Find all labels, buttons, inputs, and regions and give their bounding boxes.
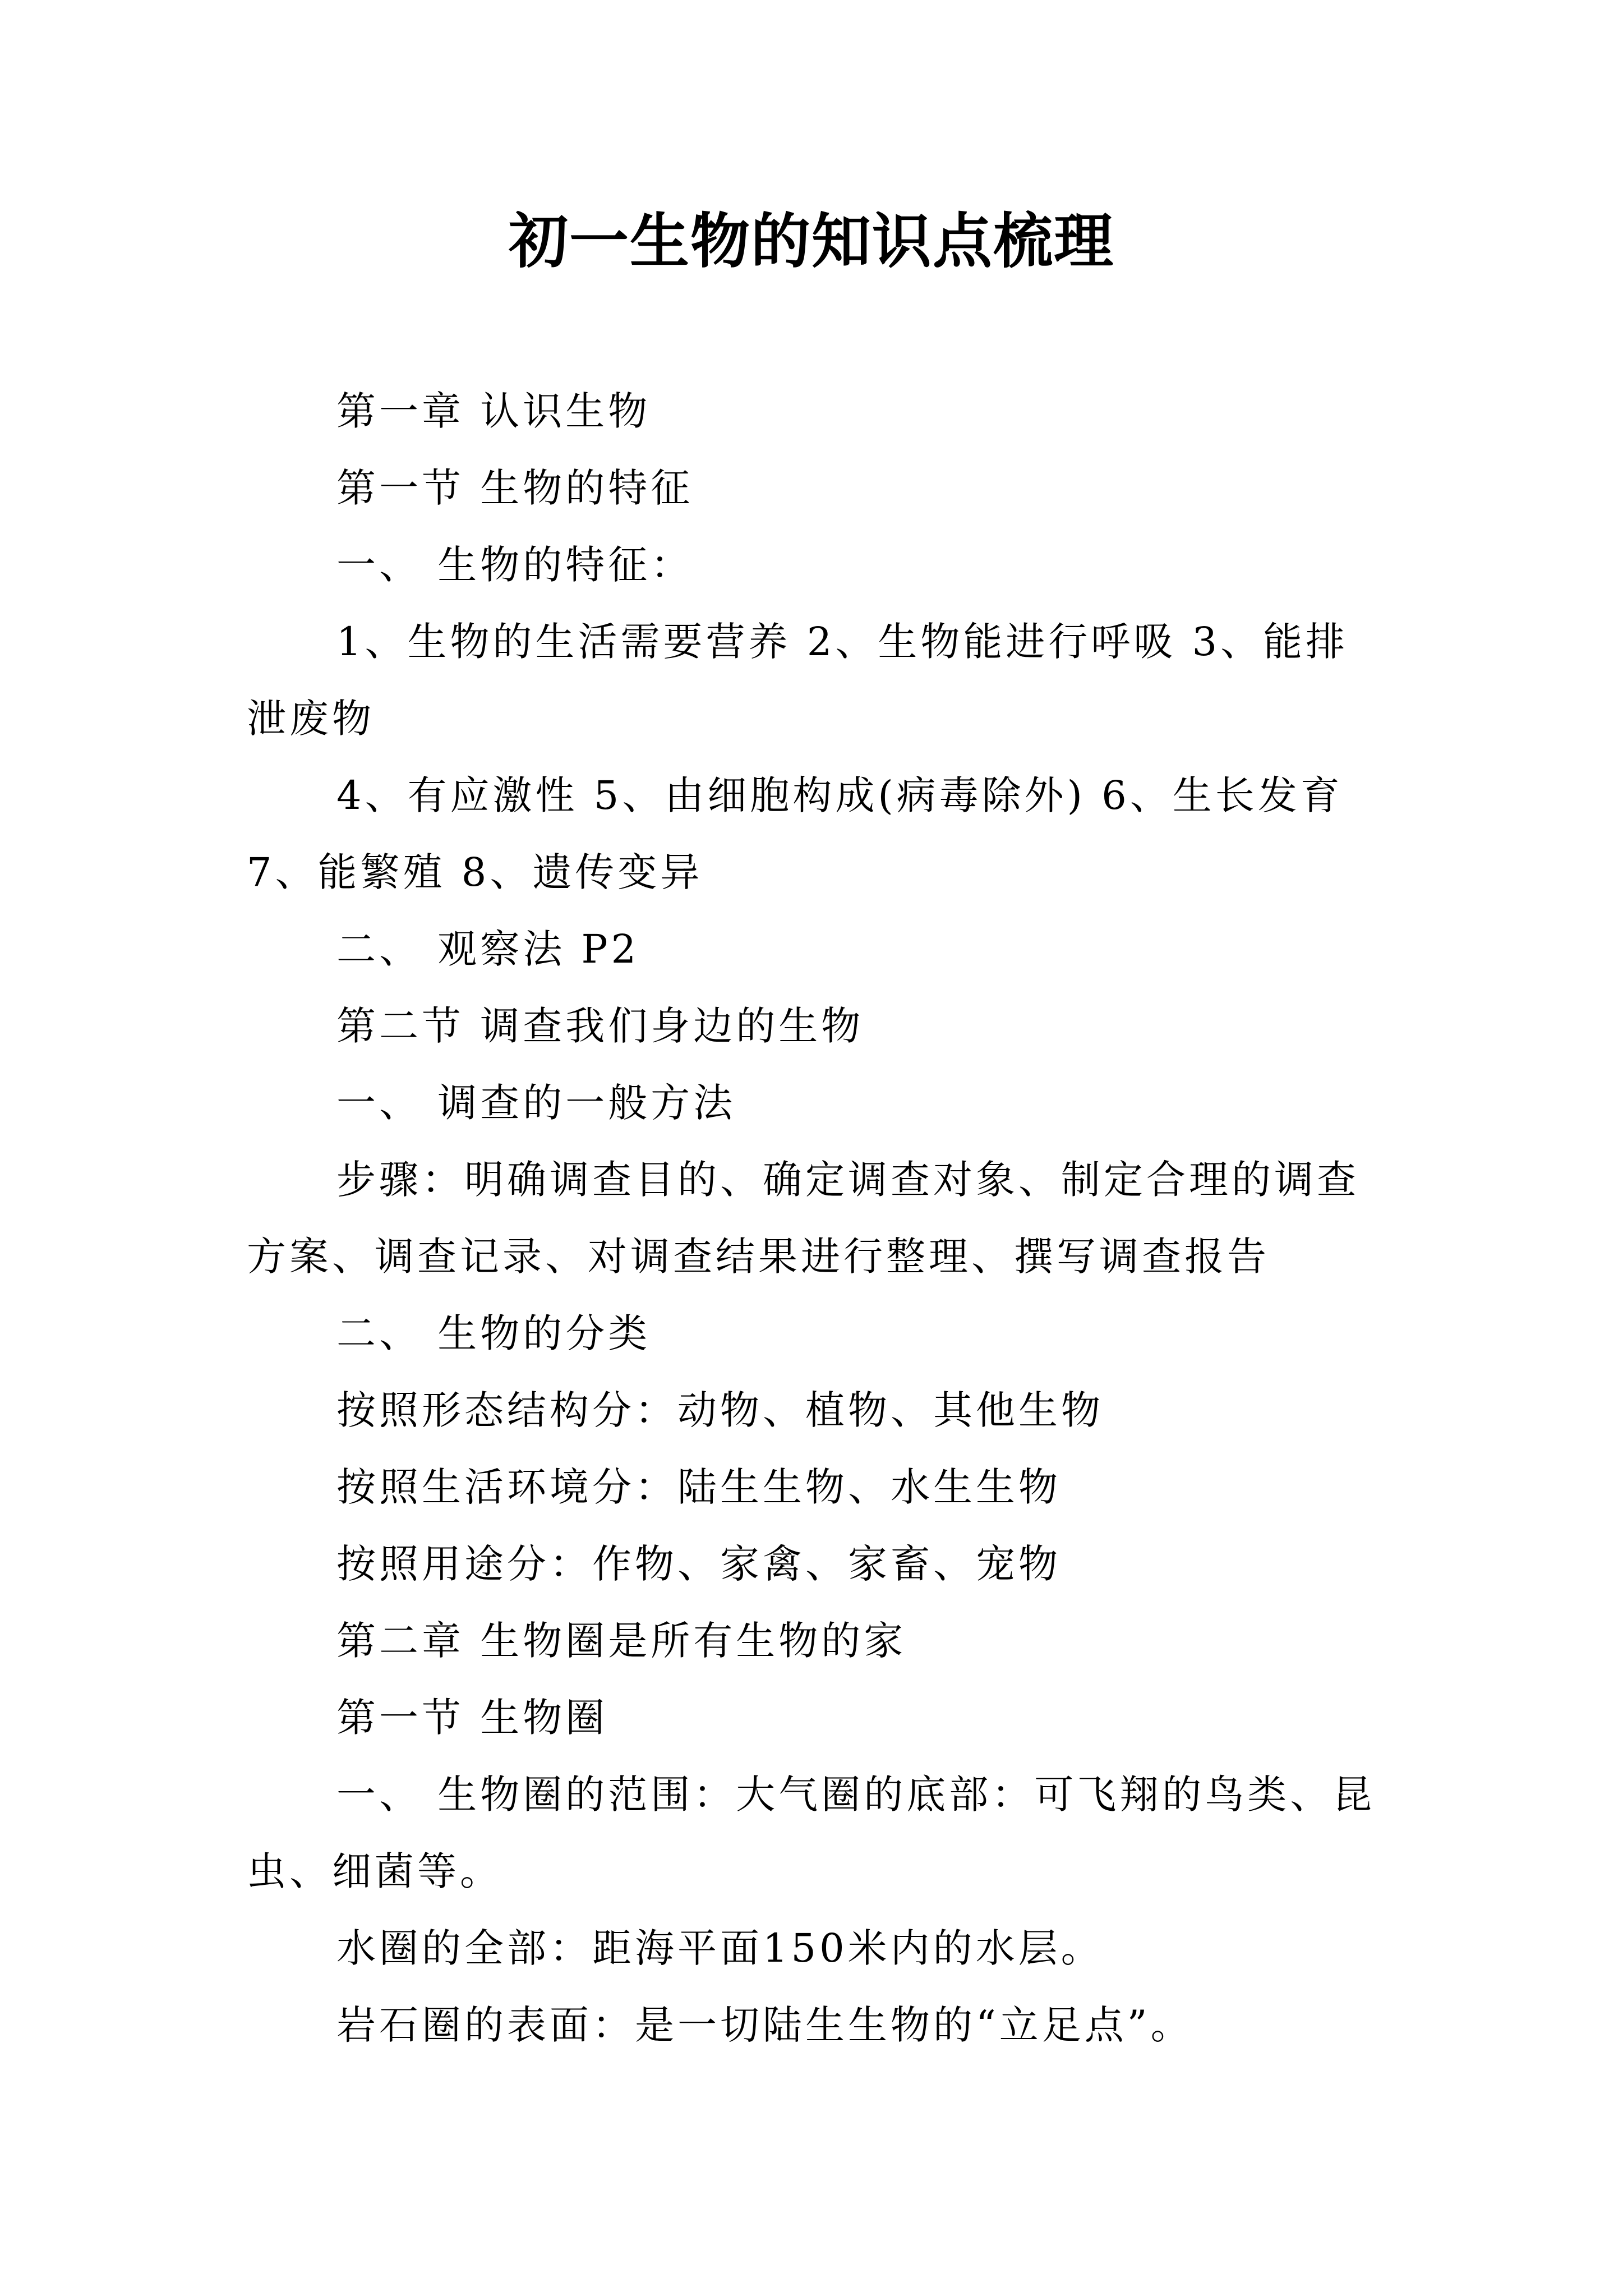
- subheading-characteristics: 一、 生物的特征：: [336, 542, 694, 588]
- subheading-observation: 二、 观察法 P2: [336, 926, 640, 972]
- subheading-survey-method: 一、 调查的一般方法: [336, 1080, 736, 1126]
- subheading-classification: 二、 生物的分类: [336, 1310, 651, 1356]
- chapter-heading-2: 第二章 生物圈是所有生物的家: [336, 1618, 907, 1664]
- paragraph-classification-habitat: 按照生活环境分：陆生生物、水生生物: [336, 1464, 1061, 1510]
- paragraph-classification-use: 按照用途分：作物、家禽、家畜、宠物: [336, 1541, 1061, 1587]
- paragraph-hydrosphere: 水圈的全部：距海平面150米内的水层。: [336, 1925, 1104, 1971]
- section-heading-1-2: 第二节 调查我们身边的生物: [336, 1003, 864, 1049]
- document-body: [247, 373, 1391, 2064]
- paragraph-characteristics-2: 4、有应激性 5、由细胞构成(病毒除外) 6、生长发育 7、能繁殖 8、遗传变异: [247, 772, 1343, 895]
- document-title: 初一生物的知识点梳理: [509, 206, 1114, 276]
- section-heading-1-1: 第一节 生物的特征: [336, 465, 694, 511]
- paragraph-characteristics-1: 1、生物的生活需要营养 2、生物能进行呼吸 3、能排泄废物: [247, 619, 1349, 742]
- chapter-heading-1: 第一章 认识生物: [336, 388, 651, 434]
- paragraph-survey-steps: 步骤：明确调查目的、确定调查对象、制定合理的调查方案、调查记录、对调查结果进行整理、撰写调查报告: [247, 1157, 1359, 1280]
- paragraph-classification-form: 按照形态结构分：动物、植物、其他生物: [336, 1387, 1104, 1433]
- paragraph-lithosphere: 岩石圈的表面：是一切陆生生物的“立足点”。: [336, 2002, 1193, 2048]
- paragraph-biosphere-range: 一、 生物圈的范围：大气圈的底部：可飞翔的鸟类、昆虫、细菌等。: [247, 1772, 1376, 1894]
- section-heading-2-1: 第一节 生物圈: [336, 1695, 608, 1741]
